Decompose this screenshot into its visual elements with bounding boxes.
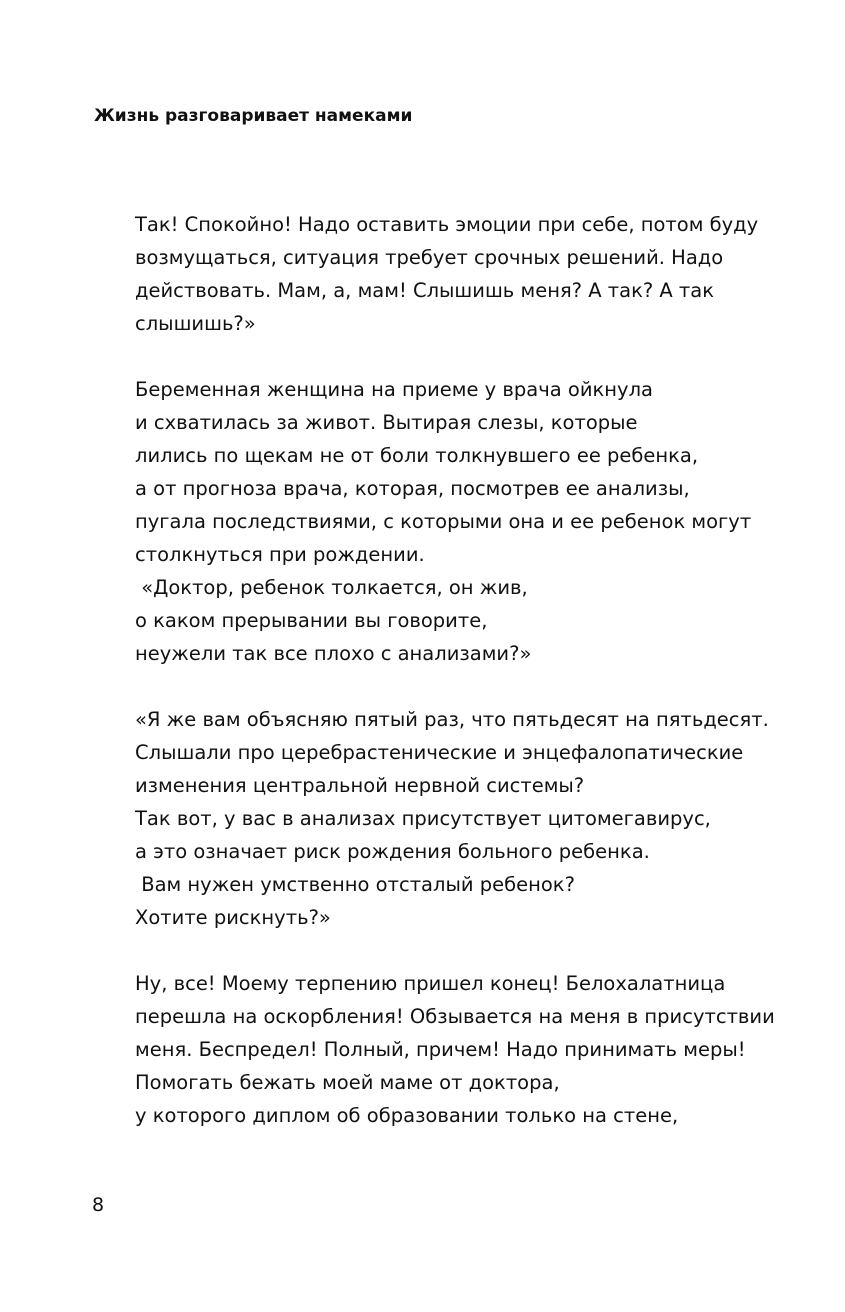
paragraph xyxy=(135,967,835,1132)
text-line: действовать. Мам, а, мам! Слышишь меня? А так? А так xyxy=(135,279,715,302)
text-line: неужели так все плохо с анализами?» xyxy=(135,642,532,665)
text-line: Хотите рискнуть?» xyxy=(135,906,331,929)
text-line: у которого диплом об образовании только на стене, xyxy=(135,1104,679,1127)
text-line: Беременная женщина на приеме у врача ойкнула xyxy=(135,378,653,401)
running-head: Жизнь разговаривает намеками xyxy=(94,106,413,126)
body-text xyxy=(135,208,835,1132)
text-line: изменения центральной нервной системы? xyxy=(135,774,585,797)
text-line: и схватилась за живот. Вытирая слезы, которые xyxy=(135,411,638,434)
paragraph xyxy=(135,373,835,670)
text-line: столкнуться при рождении. xyxy=(135,543,425,566)
text-line: Ну, все! Моему терпению пришел конец! Белохалатница xyxy=(135,972,726,995)
text-line: Так вот, у вас в анализах присутствует цитомегавирус, xyxy=(135,807,711,830)
text-line: меня. Беспредел! Полный, причем! Надо принимать меры! xyxy=(135,1038,746,1061)
text-line: Помогать бежать моей маме от доктора, xyxy=(135,1071,560,1094)
text-line: слышишь?» xyxy=(135,312,256,335)
text-line: «Я же вам объясняю пятый раз, что пятьдесят на пятьдесят. xyxy=(135,708,769,731)
paragraph xyxy=(135,208,835,340)
text-line: пугала последствиями, с которыми она и ее ребенок могут xyxy=(135,510,752,533)
paragraph-gap xyxy=(135,934,835,967)
text-line: возмущаться, ситуация требует срочных решений. Надо xyxy=(135,246,724,269)
text-line: Так! Спокойно! Надо оставить эмоции при себе, потом буду xyxy=(135,213,759,236)
page-number: 8 xyxy=(92,1194,105,1216)
paragraph-gap xyxy=(135,340,835,373)
text-line: а от прогноза врача, которая, посмотрев ее анализы, xyxy=(135,477,690,500)
text-line: Вам нужен умственно отсталый ребенок? xyxy=(135,873,575,896)
text-line: лились по щекам не от боли толкнувшего ее ребенка, xyxy=(135,444,699,467)
text-line: «Доктор, ребенок толкается, он жив, xyxy=(135,576,528,599)
text-line: перешла на оскорбления! Обзывается на меня в присутствии xyxy=(135,1005,775,1028)
text-line: Слышали про церебрастенические и энцефалопатические xyxy=(135,741,744,764)
text-line: о каком прерывании вы говорите, xyxy=(135,609,488,632)
text-line: а это означает риск рождения больного ребенка. xyxy=(135,840,650,863)
paragraph xyxy=(135,703,835,934)
paragraph-gap xyxy=(135,670,835,703)
